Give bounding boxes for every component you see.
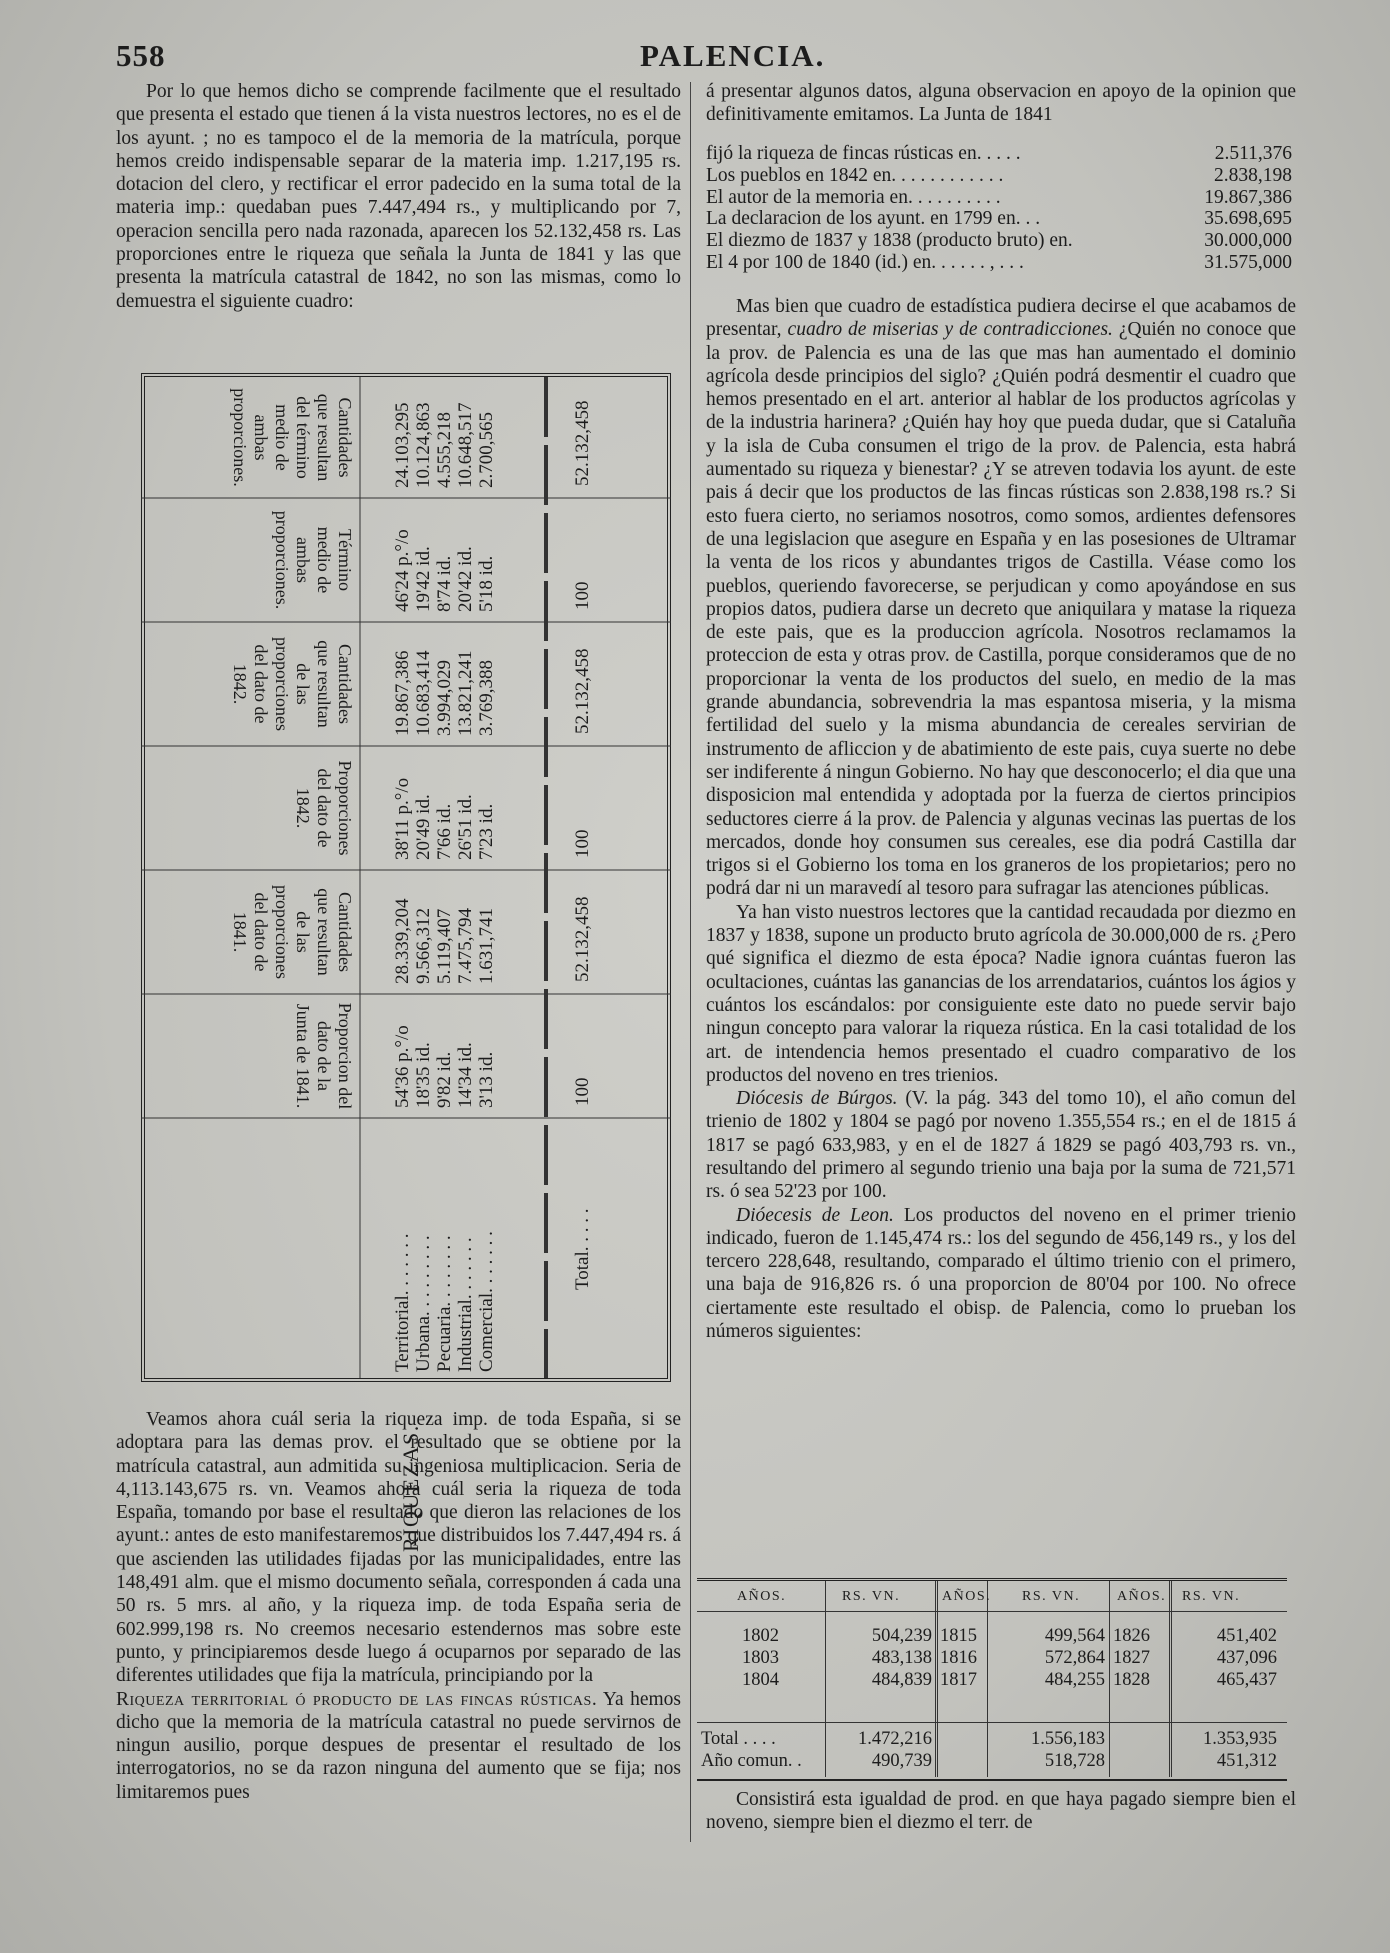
stat-label: Los pueblos en 1842 en. . . . . . . . . . . . bbox=[706, 164, 1004, 186]
stat-line bbox=[706, 251, 1292, 274]
table-header: RS. VN. bbox=[1182, 1589, 1241, 1604]
stat-label: fijó la riqueza de fincas rústicas en. . . . . bbox=[706, 143, 1021, 164]
total-cell: 1.556,183 bbox=[1031, 1729, 1105, 1749]
right-paragraph-3 bbox=[706, 1087, 1296, 1203]
right-p1-b: ¿Quién no conoce que la prov. de Palencia es una de las que mas han aumentado el dominio agrícola desde principios del siglo? ¿Quién podrá desmentir el cuadro que hemos presentado en el art. anterior al hablar de los productos agrícolas y de la industria harinera? ¿Quién hay hoy que pueda dudar, que si Cataluña y la isla de Cuba consumen el trigo de la prov. de Palencia, esta habrá aumentado su riqueza y bienestar? ¿Y se atreven todavia los ayunt. de este pais á decir que los productos de las fincas rústicas son 2.838,198 rs.? Si esto fuera cierto, no seriamos nosotros, como somos, ardientes defensores de una legislacion que asegure en España y en las posesiones de Ultramar la venta de los ricos y abundantes trigos de Castilla. Véase como los pueblos, queriendo favorecerse, se perjudican y como apoyándose en sus propios datos, pudiera darse un decreto que aniquilara y matase la riqueza de este pais, que es la produccion agrícola. Nosotros reclamamos la proteccion de esta y otras prov. de Castilla, porque consideramos que de no proporcionar la venta de los productos del suelo, en medio de la mas grande abundancia, sobrevendria la mas espantosa miseria, y la misma fertilidad del suelo y la misma abundancia de cereales servirian de instrumento de afliccion y de abatimiento de este pais, cuya suerte no debe ser indiferente á ningun Gobierno. No hay que desconocerlo; el dia que una disposicion mal entendida y adoptada por la fuerza de ciertos principios seductores cierre á la prov. de Palencia y algunas vecinas las puertas de los mercados, donde hoy consumen sus cereales, ese dia podrá Castilla dar trigos si el Gobierno los toma en los graneros de los propietarios; pero no podrá dar ni un maravedí al tesoro para sufragar las atenciones públicas. bbox=[706, 319, 1297, 900]
total-label: Total . . . . bbox=[701, 1729, 776, 1749]
left-heading-paragraph bbox=[116, 1688, 681, 1804]
amount-cell: 483,138 bbox=[871, 1648, 932, 1668]
year-cell: 1804 bbox=[742, 1670, 779, 1690]
stat-label: El autor de la memoria en. . . . . . . . . . bbox=[706, 186, 1001, 208]
right-intro bbox=[706, 80, 1296, 127]
right-paragraph-1 bbox=[706, 295, 1296, 901]
stat-line bbox=[706, 207, 1292, 230]
table-cell: 8'74 id. bbox=[434, 555, 455, 612]
table-cell: 18'35 id. bbox=[413, 1042, 434, 1108]
amount-cell: 572,864 bbox=[1044, 1648, 1105, 1668]
table-cell: 20'49 id. bbox=[413, 794, 434, 860]
amount-cell: 437,096 bbox=[1216, 1648, 1277, 1668]
column-header: Cantidades que resultan del término medio de ambas proporciones. bbox=[230, 388, 355, 487]
table-header: RS. VN. bbox=[842, 1589, 901, 1604]
table-header: AÑOS. bbox=[1117, 1589, 1167, 1604]
table-cell: 28.339,204 bbox=[392, 898, 413, 984]
stat-label: El diezmo de 1837 y 1838 (producto bruto) en. bbox=[706, 230, 1073, 252]
total-cell: 100 bbox=[572, 1077, 593, 1106]
amount-cell: 504,239 bbox=[871, 1626, 932, 1646]
right-p3-em: Diócesis de Búrgos. bbox=[736, 1088, 898, 1110]
table-cell: 3'13 id. bbox=[476, 1051, 497, 1108]
table-cell: 38'11 p.°/o bbox=[392, 777, 413, 860]
total-cell: 52.132,458 bbox=[572, 896, 593, 982]
total-cell: 1.472,216 bbox=[858, 1729, 932, 1749]
table-cell: 46'24 p.°/o bbox=[392, 529, 413, 612]
right-intro-paragraph: á presentar algunos datos, alguna observacion en apoyo de la opinion que definitivamente emitamos. La Junta de 1841 bbox=[706, 81, 1296, 126]
total-label: Total. . . . . bbox=[572, 1208, 593, 1290]
table-cell: 9.566,312 bbox=[413, 908, 434, 984]
table-cell: 24.103,295 bbox=[392, 402, 413, 488]
table-cell: 4.555,218 bbox=[434, 412, 455, 488]
table-total-rule bbox=[697, 1722, 1287, 1723]
table-header-rule bbox=[697, 1611, 1287, 1612]
table-cell: 20'42 id. bbox=[455, 546, 476, 612]
column-rule bbox=[690, 82, 691, 1842]
stat-line bbox=[706, 164, 1292, 187]
stat-value: 35.698,695 bbox=[1204, 208, 1292, 230]
header-riquezas: RIQUEZAS. bbox=[398, 1424, 423, 1552]
year-cell: 1815 bbox=[940, 1626, 977, 1646]
table-cell: 13.821,241 bbox=[455, 650, 476, 736]
right-paragraph-2: Ya han visto nuestros lectores que la cantidad recaudada por diezmo en 1837 y 1838, supone un producto bruto agrícola de 30.000,000 de rs. ¿Pero qué significa el diezmo de esta época? Nadie ignora cuántas fueron las ocultaciones, cuántas las ganancias de los arrendatarios, cuántos los ágios y cuántos los escándalos: por consiguiente este dato no puede servir bajo ningun concepto para valorar la riqueza rústica. En la casi totalidad de los art. de intendencia hemos presentado el cuadro comparativo de los productos del noveno en tres trienios. bbox=[706, 901, 1296, 1086]
page-number: 558 bbox=[116, 38, 166, 73]
right-final-paragraph: Consistirá esta igualdad de prod. en que haya pagado siempre bien el noveno, siempre bien el diezmo el terr. de bbox=[706, 1789, 1296, 1834]
table-cell: 19.867,386 bbox=[392, 650, 413, 736]
row-label: Comercial. . . . . . . bbox=[476, 1231, 497, 1372]
amount-cell: 465,437 bbox=[1216, 1670, 1277, 1690]
stat-line bbox=[706, 186, 1292, 209]
year-cell: 1803 bbox=[742, 1648, 779, 1668]
left-intro-paragraph: Por lo que hemos dicho se comprende facilmente que el resultado que presenta el estado que tienen á la vista nuestros lectores, no es el de los ayunt. ; no es tampoco el de la memoria de la matrícula, porque hemos creido indispensable separar de la materia imp. 1.217,195 rs. dotacion del clero, y rectificar el error padecido en la suma total de la materia imp.: quedaban pues 7.447,494 rs., y multiplicando por 7, operacion sencilla pero nada razonada, aparecen los 52.132,458 rs. Las proporciones entre le riqueza que señala la Junta de 1841 y las que presenta la matrícula catastral de 1842, no son las mismas, como lo demuestra el siguiente cuadro: bbox=[116, 81, 681, 312]
column-header: Proporciones del dato de 1842. bbox=[293, 760, 355, 856]
left-after bbox=[116, 1408, 681, 1804]
left-heading: Riqueza territorial ó producto de las fincas rústicas. bbox=[116, 1688, 598, 1710]
table-cell: 7'66 id. bbox=[434, 803, 455, 860]
stat-label: La declaracion de los ayunt. en 1799 en. . . bbox=[706, 208, 1041, 230]
noveno-table bbox=[697, 1578, 1287, 1781]
year-cell: 1827 bbox=[1113, 1648, 1150, 1668]
stat-value: 31.575,000 bbox=[1204, 252, 1292, 273]
table-cell: 10.683,414 bbox=[413, 650, 434, 736]
table-cell: 3.994,029 bbox=[434, 660, 455, 736]
table-cell: 10.124,863 bbox=[413, 402, 434, 488]
row-label: Territorial. . . . . . . bbox=[392, 1233, 413, 1372]
year-cell: 1817 bbox=[940, 1670, 977, 1690]
total-cell: 100 bbox=[572, 829, 593, 858]
table-cell: 54'36 p.°/o bbox=[392, 1025, 413, 1108]
table-header: AÑOS. bbox=[942, 1589, 992, 1604]
stat-value: 30.000,000 bbox=[1204, 230, 1292, 252]
total-cell: 52.132,458 bbox=[572, 400, 593, 486]
column-header: Proporcion del dato de la Junta de 1841. bbox=[293, 1002, 355, 1110]
right-p4-em: Dióecesis de Leon. bbox=[736, 1204, 894, 1226]
total-cell: 1.353,935 bbox=[1203, 1729, 1277, 1749]
year-cell: 1802 bbox=[742, 1626, 779, 1646]
left-after-paragraph: Veamos ahora cuál seria la riqueza imp. de toda España, si se adoptara para las demas prov. el resultado que se obtiene por la matrícula catastral, aun admitida su ingeniosa multiplicacion. Seria de 4,113.143,675 rs. vn. Veamos ahora cuál seria la riqueza de toda España, tomando por base el resultado que dieron las relaciones de los ayunt.: antes de esto manifestaremos que distribuidos los 7.447,494 rs. á que ascienden las utilidades fijadas por las municipalidades, entre las 148,491 alm. que el mismo documento señala, corresponden á cada una 50 rs. 5 mrs. al año, y la riqueza imp. de toda España seria de 602.999,198 rs. No creemos necesario estendernos mas sobre este punto, y principiaremos desde luego á ocuparnos por separado de las diferentes utilidades que fija la matrícula, principiando por la bbox=[116, 1409, 681, 1687]
right-paragraph-4 bbox=[706, 1204, 1296, 1344]
column-header: Cantidades que resultan de las proporciones del dato de 1842. bbox=[230, 637, 355, 731]
year-cell: 1816 bbox=[940, 1648, 977, 1668]
table-cell: 7.475,794 bbox=[455, 908, 476, 984]
right-final bbox=[706, 1788, 1296, 1835]
average-cell: 451,312 bbox=[1216, 1751, 1277, 1771]
total-cell: 100 bbox=[572, 581, 593, 610]
stat-label: El 4 por 100 de 1840 (id.) en. . . . . . , . . . bbox=[706, 252, 1024, 273]
right-p1-em: cuadro de miserias y de contradicciones. bbox=[787, 319, 1113, 341]
table-cell: 2.700,565 bbox=[476, 412, 497, 488]
average-cell: 490,739 bbox=[871, 1751, 932, 1771]
amount-cell: 484,255 bbox=[1044, 1670, 1105, 1690]
row-label: Urbana. . . . . . . . . bbox=[413, 1235, 434, 1372]
table-cell: 14'34 id. bbox=[455, 1042, 476, 1108]
stat-value: 19.867,386 bbox=[1204, 186, 1292, 208]
table-cell: 3.769,388 bbox=[476, 660, 497, 736]
table-cell: 19'42 id. bbox=[413, 546, 434, 612]
year-cell: 1828 bbox=[1113, 1670, 1150, 1690]
table-cell: 9'82 id. bbox=[434, 1051, 455, 1108]
amount-cell: 499,564 bbox=[1044, 1626, 1105, 1646]
table-cell: 5'18 id. bbox=[476, 555, 497, 612]
table-cell: 10.648,517 bbox=[455, 402, 476, 488]
left-final: Ya hemos dicho que la memoria de la matrícula catastral no puede servirnos de ningun ausilio, porque despues de presentar el resultado de los interrogatorios, no se da razon ninguna del aumento que se fija; nos limitaremos pues bbox=[116, 1688, 682, 1803]
amount-cell: 451,402 bbox=[1216, 1626, 1277, 1646]
right-p1-a: Mas bien que cuadro de estadística pudiera decirse el que acabamos de presentar, bbox=[706, 296, 1296, 341]
stat-line bbox=[706, 142, 1292, 165]
table-cell: 26'51 id. bbox=[455, 794, 476, 860]
table-cell: 1.631,741 bbox=[476, 908, 497, 984]
average-label: Año comun. . bbox=[701, 1751, 802, 1771]
table-header: RS. VN. bbox=[1022, 1589, 1081, 1604]
amount-cell: 484,839 bbox=[871, 1670, 932, 1690]
row-label: Pecuaria. . . . . . . . bbox=[434, 1235, 455, 1372]
right-p4: Los productos del noveno en el primer trienio indicado, fueron de 1.145,474 rs.: los del segundo de 456,149 rs., y los del tercero 228,648, resultando, comparado el último trienio con el primero, una baja de 916,826 rs. ó una proporcion de 80'04 por 100. No ofrece ciertamente este resultado el obisp. de Palencia, como lo prueban los números siguientes: bbox=[706, 1204, 1296, 1343]
running-head: PALENCIA. bbox=[640, 38, 826, 73]
right-p3: (V. la pág. 343 del tomo 10), el año comun del trienio de 1802 y 1804 se pagó por noveno 1.355,554 rs.; en el de 1815 á 1817 se pagó 633,983, y en el de 1827 á 1829 se pagó 403,793 rs. vn., resultando del primero al segundo trienio una baja por la suma de 721,571 rs. ó sea 52'23 por 100. bbox=[706, 1088, 1296, 1203]
total-cell: 52.132,458 bbox=[572, 648, 593, 734]
average-cell: 518,728 bbox=[1044, 1751, 1105, 1771]
right-body bbox=[706, 295, 1296, 1343]
year-cell: 1826 bbox=[1113, 1626, 1150, 1646]
table-header: AÑOS. bbox=[737, 1589, 787, 1604]
stat-value: 2.511,376 bbox=[1214, 143, 1292, 164]
column-header: Término medio de ambas proporciones. bbox=[272, 510, 355, 610]
stat-value: 2.838,198 bbox=[1214, 164, 1292, 186]
row-label: Industrial. . . . . . . bbox=[455, 1237, 476, 1372]
table-cell: 5.119,407 bbox=[434, 908, 455, 984]
column-header: Cantidades que resultan de las proporciones del dato de 1841. bbox=[230, 885, 355, 979]
table-cell: 7'23 id. bbox=[476, 803, 497, 860]
stat-line bbox=[706, 229, 1292, 252]
